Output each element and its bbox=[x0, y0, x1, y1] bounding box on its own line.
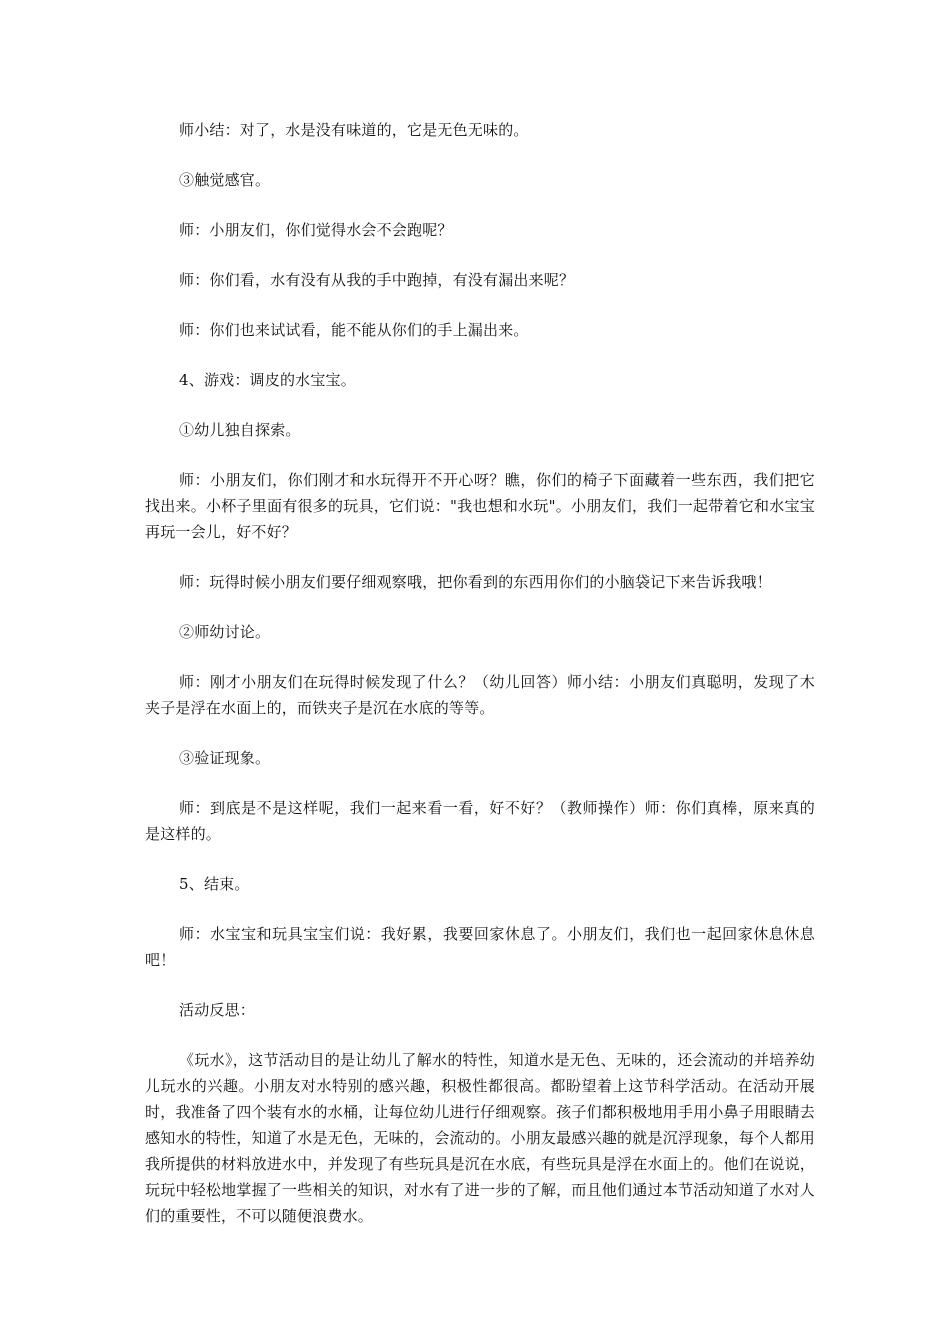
section-heading: 活动反思： bbox=[179, 1001, 256, 1019]
paragraph: 师：小朋友们，你们刚才和水玩得开不开心呀？瞧，你们的椅子下面藏着一些东西，我们把它找出来。小杯子里面有很多的玩具，它们说："我也想和水玩"。小朋友们，我们一起带着它和水宝宝再玩一会儿，好不好？ bbox=[145, 471, 815, 541]
paragraph: 《玩水》，这节活动目的是让幼儿了解水的特性，知道水是无色、无味的，还会流动的并培养幼儿玩水的兴趣。小朋友对水特别的感兴趣，积极性都很高。都盼望着上这节科学活动。在活动开展时，我准备了四个装有水的水桶，让每位幼儿进行仔细观察。孩子们都积极地用手用小鼻子用眼睛去感知水的特性，知道了水是无色，无味的，会流动的。小朋友最感兴趣的就是沉浮现象，每个人都用我所提供的材料放进水中，并发现了有些玩具是沉在水底，有些玩具是浮在水面上的。他们在说说，玩玩中轻松地掌握了一些相关的知识，对水有了进一步的了解，而且他们通过本节活动知道了水对人们的重要性，不可以随便浪费水。 bbox=[145, 1051, 815, 1225]
section-heading: 4、游戏：调皮的水宝宝。 bbox=[179, 371, 356, 389]
paragraph: ③触觉感官。 bbox=[179, 171, 271, 189]
paragraph: 师：到底是不是这样呢，我们一起来看一看，好不好？（教师操作）师：你们真棒，原来真的是这样的。 bbox=[145, 799, 815, 843]
paragraph: 师小结：对了，水是没有味道的，它是无色无味的。 bbox=[179, 121, 529, 139]
paragraph: 师：刚才小朋友们在玩得时候发现了什么？（幼儿回答）师小结：小朋友们真聪明，发现了木夹子是浮在水面上的，而铁夹子是沉在水底的等等。 bbox=[145, 673, 815, 717]
paragraph: ②师幼讨论。 bbox=[179, 623, 271, 641]
paragraph: 师：水宝宝和玩具宝宝们说：我好累，我要回家休息了。小朋友们，我们也一起回家休息休息吧！ bbox=[145, 925, 815, 969]
paragraph: 师：你们也来试试看，能不能从你们的手上漏出来。 bbox=[179, 321, 529, 339]
paragraph: 师：你们看，水有没有从我的手中跑掉，有没有漏出来呢？ bbox=[179, 271, 575, 289]
section-heading: 5、结束。 bbox=[179, 875, 250, 893]
paragraph: ③验证现象。 bbox=[179, 749, 271, 767]
paragraph: ①幼儿独自探索。 bbox=[179, 421, 301, 439]
document-body bbox=[145, 117, 815, 1253]
paragraph: 师：玩得时候小朋友们要仔细观察哦，把你看到的东西用你们的小脑袋记下来告诉我哦！ bbox=[179, 573, 772, 591]
paragraph: 师：小朋友们，你们觉得水会不会跑呢？ bbox=[179, 221, 453, 239]
